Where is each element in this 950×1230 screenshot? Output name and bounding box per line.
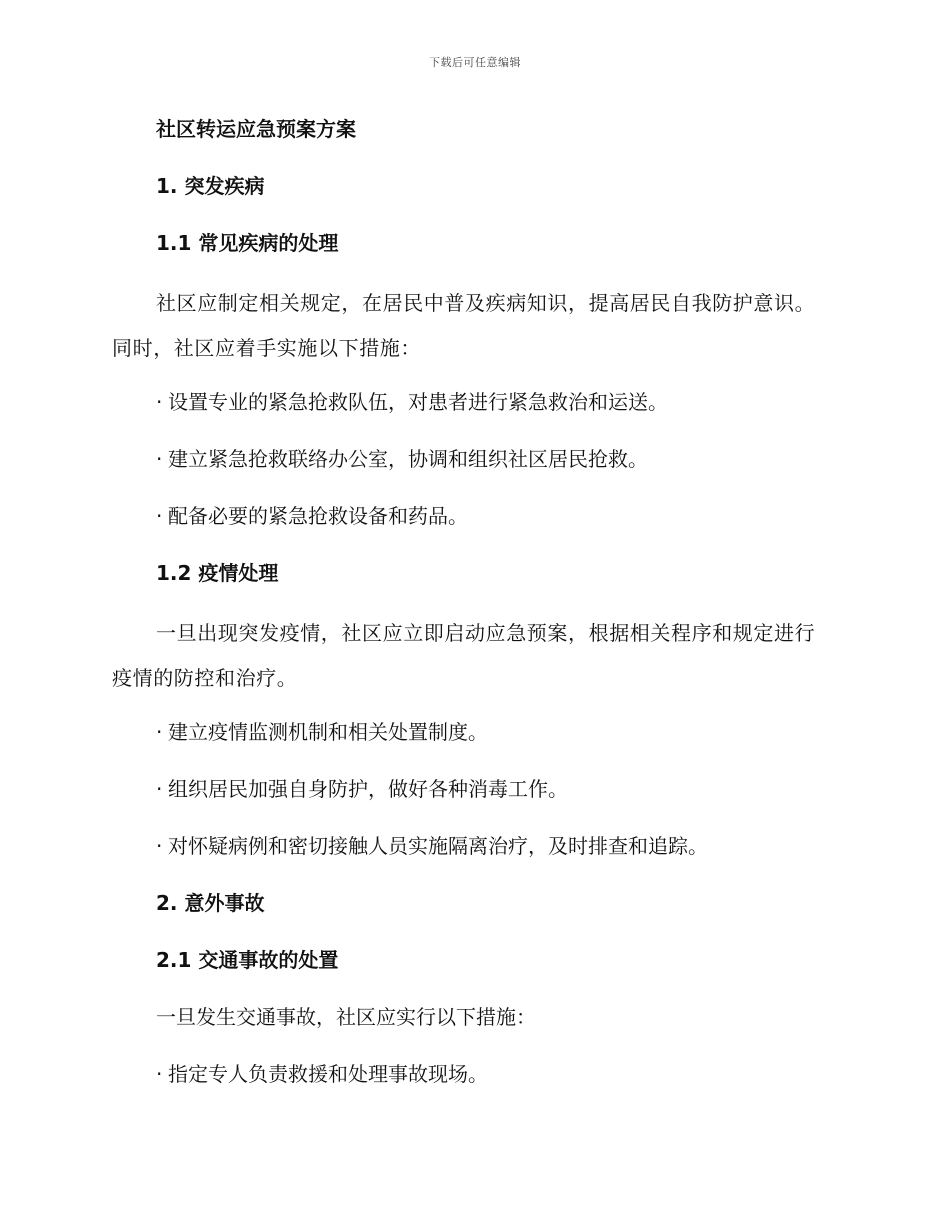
bullet-text: 组织居民加强自身防护，做好各种消毒工作。 (168, 777, 568, 801)
section-heading-1: 1. 突发疾病 (156, 174, 265, 198)
document-title: 社区转运应急预案方案 (156, 117, 356, 141)
bullet-text: 建立疫情监测机制和相关处置制度。 (168, 720, 488, 744)
section-heading-1-2: 1.2 疫情处理 (156, 561, 279, 585)
bullet-item (112, 383, 834, 421)
bullet-item (112, 713, 834, 751)
bullet-dot: · (156, 390, 163, 414)
paragraph-2-1: 一旦发生交通事故，社区应实行以下措施： (156, 1005, 536, 1029)
bullet-dot: · (156, 1062, 163, 1086)
bullet-text: 对怀疑病例和密切接触人员实施隔离治疗，及时排查和追踪。 (168, 834, 708, 858)
bullet-item (112, 770, 834, 808)
paragraph-1-2: 一旦出现突发疫情，社区应立即启动应急预案，根据相关程序和规定进行疫情的防控和治疗。 (112, 621, 816, 690)
bullet-text: 指定专人负责救援和处理事故现场。 (168, 1062, 488, 1086)
bullet-dot: · (156, 447, 163, 471)
bullet-dot: · (156, 720, 163, 744)
bullet-dot: · (156, 504, 163, 528)
bullet-text: 设置专业的紧急抢救队伍，对患者进行紧急救治和运送。 (168, 390, 668, 414)
bullet-item (112, 440, 834, 478)
bullet-dot: · (156, 777, 163, 801)
page-header-note: 下载后可任意编辑 (429, 56, 521, 69)
document-body (112, 110, 834, 1112)
section-heading-2-1: 2.1 交通事故的处置 (156, 948, 339, 972)
bullet-dot: · (156, 834, 163, 858)
section-heading-1-1: 1.1 常见疾病的处理 (156, 231, 339, 255)
bullet-item (112, 1055, 834, 1093)
section-heading-2: 2. 意外事故 (156, 891, 265, 915)
bullet-text: 建立紧急抢救联络办公室，协调和组织社区居民抢救。 (168, 447, 648, 471)
bullet-text: 配备必要的紧急抢救设备和药品。 (168, 504, 468, 528)
bullet-item (112, 827, 834, 865)
paragraph-1-1: 社区应制定相关规定，在居民中普及疾病知识，提高居民自我防护意识。同时，社区应着手实施以下措施： (112, 291, 816, 360)
bullet-item (112, 497, 834, 535)
